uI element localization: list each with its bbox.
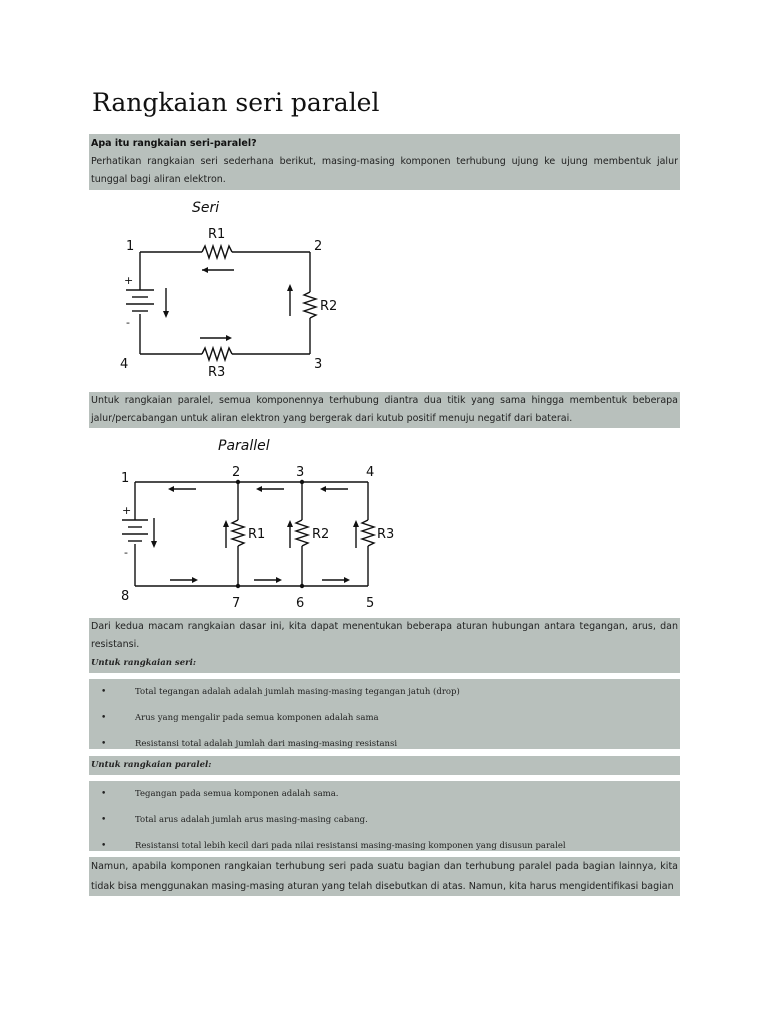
node-4: 4 [366,465,375,480]
label-r3: R3 [377,527,395,542]
closing-paragraph: Namun, apabila komponen rangkaian terhubung seri pada suatu bagian dan terhubung paralel pada bagian lainnya, kita tidak bisa menggunakan masing-masing aturan yang telah disebutkan di atas. Namun, kita harus mengidentifikasi bagian [91,861,678,892]
parallel-circuit-diagram [90,428,400,616]
bullet: • [101,713,107,723]
list-item: • Arus yang mengalir pada semua komponen adalah sama [89,705,680,731]
diagram-title: Seri [192,200,220,216]
bullet: • [101,739,107,749]
list-item: • Resistansi total lebih kecil dari pada nilai resistansi masing-masing komponen yang disusun paralel [89,833,680,859]
list-item: • Total tegangan adalah adalah jumlah masing-masing tegangan jatuh (drop) [89,679,680,705]
paralel-rules-block [89,781,680,851]
section-heading: Apa itu rangkaian seri-paralel? [91,138,257,149]
node-2: 2 [232,465,241,480]
node-2: 2 [314,239,323,254]
intro-paragraph: Perhatikan rangkaian seri sederhana berikut, masing-masing komponen terhubung ujung ke ujung membentuk jalur tunggal bagi aliran elektron. [91,156,678,185]
label-r1: R1 [248,527,266,542]
bullet: • [101,815,107,825]
rules-intro-paragraph: Dari kedua macam rangkaian dasar ini, kita dapat menentukan beberapa aturan hubungan antara tegangan, arus, dan resistansi. [91,621,678,650]
label-r1: R1 [208,227,226,242]
node-8: 8 [121,589,130,604]
list-item: • Total arus adalah jumlah arus masing-masing cabang. [89,807,680,833]
battery-minus: - [124,546,128,559]
parallel-paragraph: Untuk rangkaian paralel, semua komponennya terhubung diantra dua titik yang sama hingga membentuk beberapa jalur/percabangan untuk aliran elektron yang bergerak dari kutub positif menuju negatif dari baterai. [91,395,678,424]
battery-minus: - [126,316,130,329]
node-4: 4 [120,357,129,372]
node-3: 3 [296,465,305,480]
seri-rules-heading: Untuk rangkaian seri: [91,658,196,668]
battery-plus: + [124,274,134,287]
label-r2: R2 [320,299,338,314]
label-r2: R2 [312,527,330,542]
bullet: • [101,789,107,799]
bullet: • [101,687,107,697]
node-6: 6 [296,596,305,611]
node-1: 1 [121,471,130,486]
paralel-rules-heading: Untuk rangkaian paralel: [91,760,212,770]
node-3: 3 [314,357,323,372]
closing-block [89,857,680,896]
label-r3: R3 [208,365,226,380]
intro-block [89,134,680,190]
node-1: 1 [126,239,135,254]
list-item: • Resistansi total adalah jumlah dari masing-masing resistansi [89,731,680,757]
series-circuit-diagram [90,190,363,392]
seri-rules-block [89,679,680,749]
seri-rules-list [89,679,680,760]
paralel-heading-block [89,756,680,775]
battery-plus: + [122,504,132,517]
parallel-intro-block [89,392,680,428]
node-7: 7 [232,596,241,611]
diagram-title: Parallel [218,438,270,454]
list-item: • Tegangan pada semua komponen adalah sama. [89,781,680,807]
node-5: 5 [366,596,375,611]
bullet: • [101,841,107,851]
paralel-rules-list [89,781,680,862]
page-title: Rangkaian seri paralel [92,88,380,117]
rules-intro-block [89,618,680,673]
